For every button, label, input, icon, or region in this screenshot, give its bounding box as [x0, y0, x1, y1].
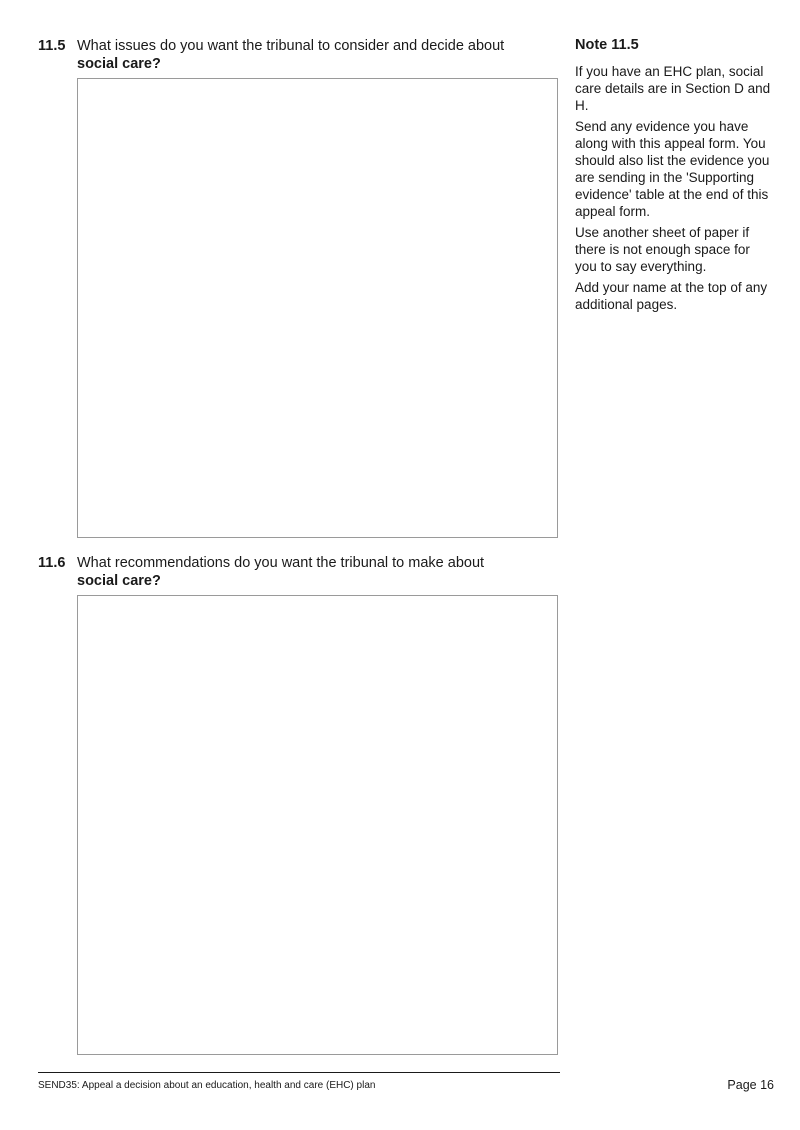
question-number-11-6: 11.6: [38, 555, 66, 571]
page-number: Page 16: [727, 1078, 774, 1092]
note-paragraph: Use another sheet of paper if there is not enough space for you to say everything.: [575, 225, 750, 274]
note-panel: [575, 36, 775, 317]
note-paragraph: Add your name at the top of any additional pages.: [575, 280, 768, 312]
answer-box-11-5[interactable]: [77, 78, 558, 538]
question-topic: social care?: [77, 56, 161, 72]
footer-divider: [38, 1072, 560, 1073]
answer-box-11-6[interactable]: [77, 595, 558, 1055]
question-topic: social care?: [77, 573, 161, 589]
footer-form-title: SEND35: Appeal a decision about an education, health and care (EHC) plan: [38, 1080, 376, 1091]
question-text-11-5: [77, 37, 547, 73]
note-title: Note 11.5: [575, 37, 639, 53]
note-paragraph: If you have an EHC plan, social care details are in Section D and H.: [575, 64, 771, 113]
question-number-11-5: 11.5: [38, 38, 66, 54]
question-text-11-6: [77, 554, 547, 590]
question-prompt: What issues do you want the tribunal to consider and decide about: [77, 38, 505, 54]
question-prompt: What recommendations do you want the tribunal to make about: [77, 555, 485, 571]
note-paragraph: Send any evidence you have along with this appeal form. You should also list the evidence you are sending in the 'Supporting evidence' table at the end of this appeal form.: [575, 119, 770, 219]
